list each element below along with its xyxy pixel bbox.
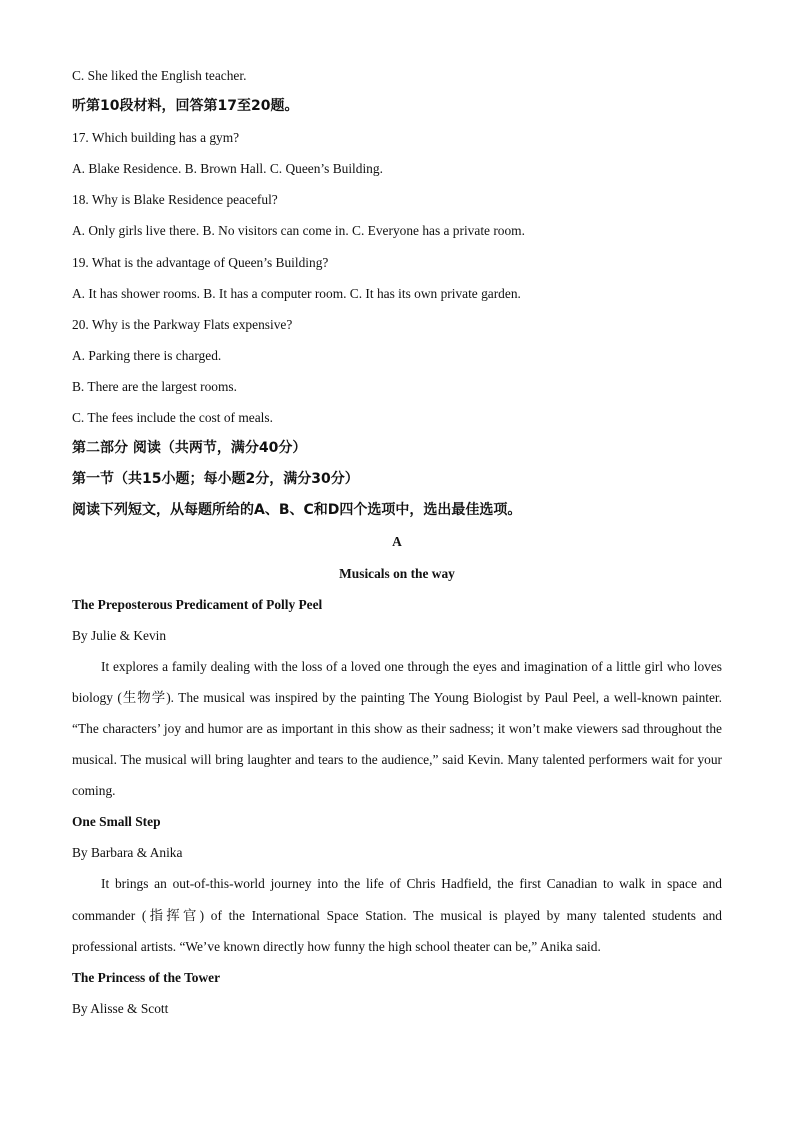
question-18: 18. Why is Blake Residence peaceful? [72, 192, 278, 208]
musical-body-2: It brings an out-of-this-world journey into the life of Chris Hadfield, the first Canadian to walk in space and commander (指挥官) of the International Space Station. The musical is played by many talented students and professional artists. “We’ve known directly how funny the high school theater can be,” Anika said. [72, 876, 722, 954]
musical-title-1: The Preposterous Predicament of Polly Peel [72, 596, 323, 612]
question-20-option-a: A. Parking there is charged. [72, 347, 222, 363]
reading-part-header: 第二部分 阅读（共两节，满分40分） [72, 440, 307, 457]
musical-title-3: The Princess of the Tower [72, 969, 221, 985]
reading-section-header: 第一节（共15小题；每小题2分，满分30分） [72, 471, 359, 488]
reading-instruction: 阅读下列短文，从每题所给的A、B、C和D四个选项中，选出最佳选项。 [72, 502, 522, 519]
question-19: 19. What is the advantage of Queen’s Building? [72, 254, 329, 270]
passage-title: Musicals on the way [339, 565, 455, 581]
musical-byline-1: By Julie & Kevin [72, 627, 167, 643]
question-20: 20. Why is the Parkway Flats expensive? [72, 316, 293, 332]
question-19-options: A. It has shower rooms. B. It has a computer room. C. It has its own private garden. [72, 285, 521, 301]
question-20-option-c: C. The fees include the cost of meals. [72, 410, 273, 426]
musical-byline-2: By Barbara & Anika [72, 845, 183, 861]
question-18-options: A. Only girls live there. B. No visitors can come in. C. Everyone has a private room. [72, 223, 525, 239]
q16-option-c: C. She liked the English teacher. [72, 68, 247, 83]
exam-page [72, 60, 722, 1024]
question-20-option-b: B. There are the largest rooms. [72, 378, 237, 394]
musical-byline-3: By Alisse & Scott [72, 1000, 169, 1016]
musical-title-2: One Small Step [72, 814, 161, 830]
musical-body-1: It explores a family dealing with the loss of a loved one through the eyes and imagination of a little girl who loves biology (生物学). The musical was inspired by the painting The Young Biologist by Paul Peel, a well-known painter. “The characters’ joy and humor are as important in this show as their sadness; it won’t make viewers sad throughout the musical. The musical will bring laughter and tears to the audience,” said Kevin. Many talented performers wait for your coming. [72, 658, 722, 799]
question-17: 17. Which building has a gym? [72, 130, 240, 146]
question-17-options: A. Blake Residence. B. Brown Hall. C. Queen’s Building. [72, 161, 383, 177]
passage-letter: A [392, 534, 402, 550]
listening-section-header: 听第10段材料，回答第17至20题。 [72, 98, 299, 115]
